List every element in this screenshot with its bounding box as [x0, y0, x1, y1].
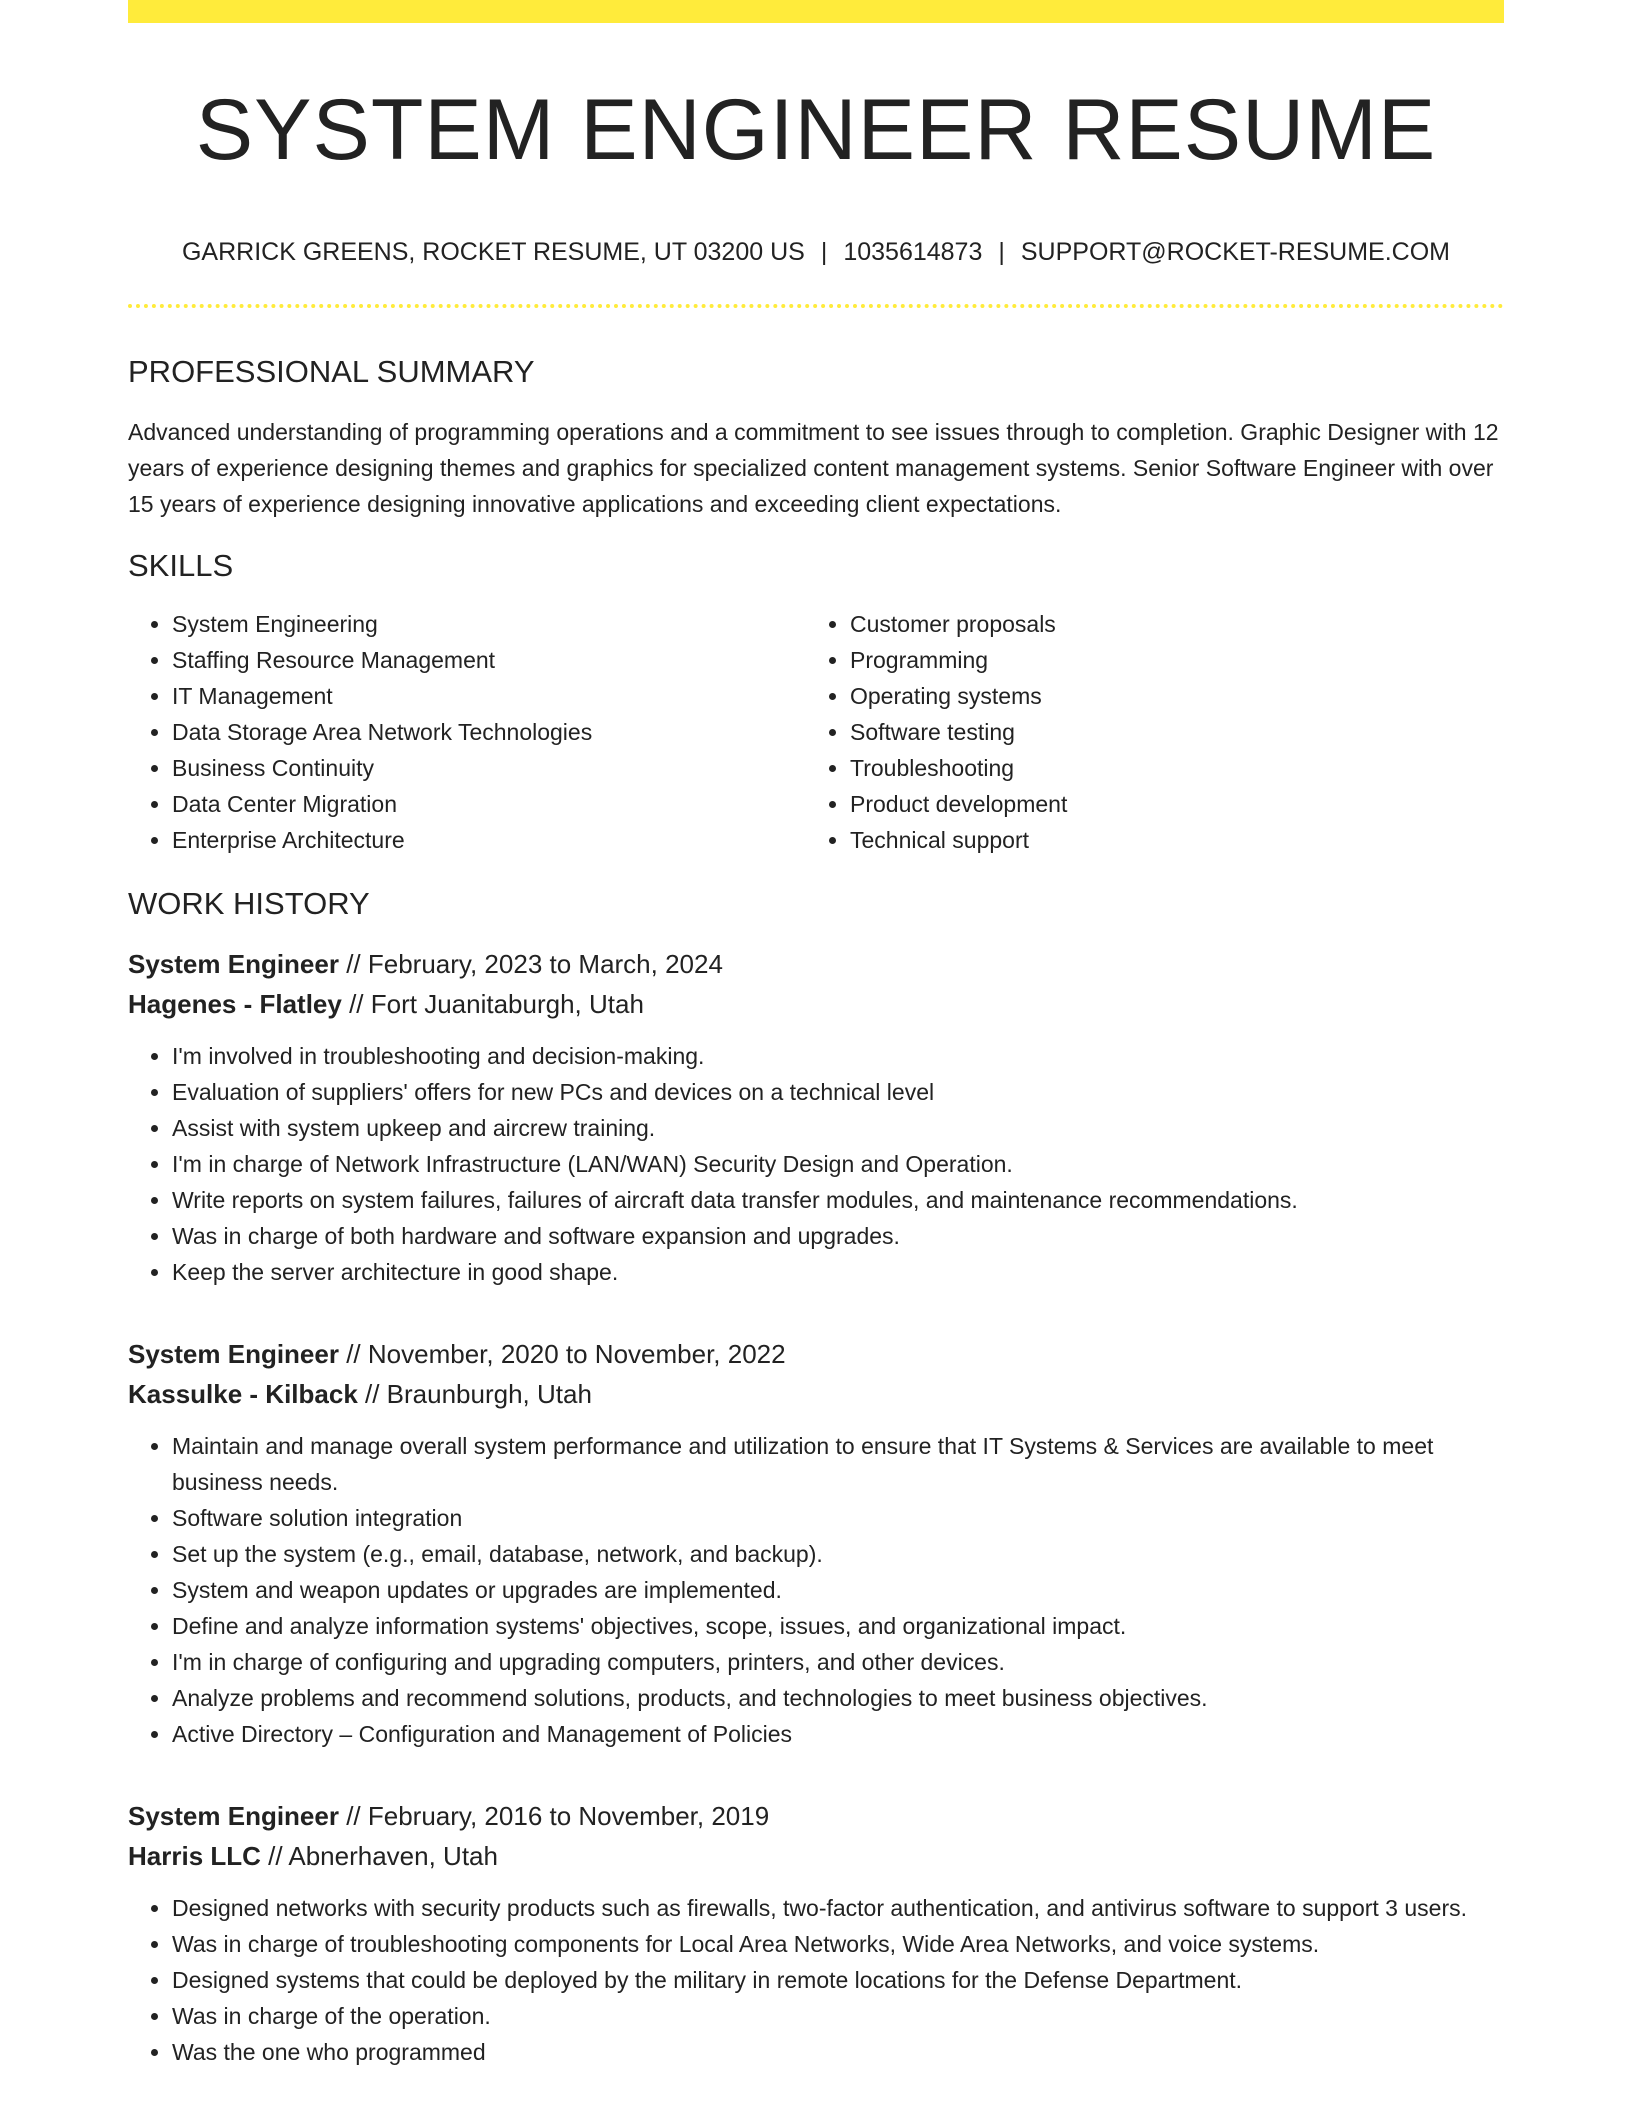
job-bullet: • Was in charge of troubleshooting components for Local Area Networks, Wide Area Networks, and voice systems. — [172, 1926, 1504, 1962]
contact-separator: | — [998, 238, 1005, 266]
job-bullet: • Software solution integration — [172, 1500, 1504, 1536]
job-bullets — [128, 1428, 1504, 1752]
job-role-line — [128, 1334, 1504, 1374]
job-dates: // February, 2016 to November, 2019 — [338, 1801, 770, 1831]
job-role: System Engineer — [128, 949, 339, 979]
job-entry — [128, 1796, 1504, 2070]
skill-item: • Product development — [850, 786, 1484, 822]
job-bullet: • I'm in charge of configuring and upgrading computers, printers, and other devices. — [172, 1644, 1504, 1680]
job-bullet: • Maintain and manage overall system performance and utilization to ensure that IT Systems & Services are available to meet business needs. — [172, 1428, 1504, 1500]
skill-item: • Programming — [850, 642, 1484, 678]
job-company: Harris LLC — [128, 1841, 261, 1871]
job-company-line — [128, 984, 1504, 1024]
job-bullets — [128, 1890, 1504, 2070]
job-bullet: • Assist with system upkeep and aircrew training. — [172, 1110, 1504, 1146]
skills-columns — [128, 606, 1504, 858]
contact-email: SUPPORT@ROCKET-RESUME.COM — [1020, 238, 1451, 266]
job-bullet: • Designed systems that could be deployed by the military in remote locations for the Defense Department. — [172, 1962, 1504, 1998]
dotted-divider — [128, 304, 1504, 308]
job-bullet: • Designed networks with security products such as firewalls, two-factor authentication, and antivirus software to support 3 users. — [172, 1890, 1504, 1926]
job-company: Hagenes - Flatley — [128, 989, 342, 1019]
skill-item: • Technical support — [850, 822, 1484, 858]
job-bullet: • Define and analyze information systems' objectives, scope, issues, and organizational impact. — [172, 1608, 1504, 1644]
skill-item: • Troubleshooting — [850, 750, 1484, 786]
skill-item: • System Engineering — [172, 606, 806, 642]
job-bullet: • Evaluation of suppliers' offers for new PCs and devices on a technical level — [172, 1074, 1504, 1110]
job-bullets — [128, 1038, 1504, 1290]
job-dates: // February, 2023 to March, 2024 — [338, 949, 723, 979]
summary-text: Advanced understanding of programming operations and a commitment to see issues through to completion. Graphic Designer with 12 years of experience designing themes and graphics for specialized content management systems. Senior Software Engineer with over 15 years of experience designing innovative applications and exceeding client expectations. — [128, 419, 1499, 517]
resume-page — [128, 0, 1504, 2070]
work-history-heading: WORK HISTORY — [128, 886, 370, 921]
job-role-line — [128, 944, 1504, 984]
job-company: Kassulke - Kilback — [128, 1379, 358, 1409]
job-role-line — [128, 1796, 1504, 1836]
contact-line — [128, 237, 1504, 267]
skill-item: • Business Continuity — [172, 750, 806, 786]
skill-item: • Enterprise Architecture — [172, 822, 806, 858]
page-title: SYSTEM ENGINEER RESUME — [195, 82, 1437, 178]
job-bullet: • System and weapon updates or upgrades are implemented. — [172, 1572, 1504, 1608]
skill-item: • Data Storage Area Network Technologies — [172, 714, 806, 750]
skill-item: • Data Center Migration — [172, 786, 806, 822]
job-location: // Braunburgh, Utah — [357, 1379, 592, 1409]
skills-list-left — [128, 606, 806, 858]
top-accent-bar — [128, 0, 1504, 23]
skill-item: • IT Management — [172, 678, 806, 714]
job-bullet: • Was in charge of both hardware and software expansion and upgrades. — [172, 1218, 1504, 1254]
skill-item: • Staffing Resource Management — [172, 642, 806, 678]
job-entry — [128, 944, 1504, 1290]
job-entry — [128, 1334, 1504, 1752]
job-bullet: • Was in charge of the operation. — [172, 1998, 1504, 2034]
job-bullet: • Set up the system (e.g., email, database, network, and backup). — [172, 1536, 1504, 1572]
job-bullet: • Active Directory – Configuration and Management of Policies — [172, 1716, 1504, 1752]
job-bullet: • I'm involved in troubleshooting and decision-making. — [172, 1038, 1504, 1074]
job-role: System Engineer — [128, 1801, 339, 1831]
contact-separator: | — [820, 238, 828, 266]
contact-address: GARRICK GREENS, ROCKET RESUME, UT 03200 US — [181, 238, 805, 266]
skills-heading: SKILLS — [128, 548, 234, 583]
job-dates: // November, 2020 to November, 2022 — [338, 1339, 786, 1369]
skill-item: • Customer proposals — [850, 606, 1484, 642]
skills-list-right — [806, 606, 1484, 858]
job-role: System Engineer — [128, 1339, 339, 1369]
contact-phone: 1035614873 — [843, 238, 983, 266]
summary-heading: PROFESSIONAL SUMMARY — [128, 354, 535, 389]
job-bullet: • Was the one who programmed — [172, 2034, 1504, 2070]
job-bullet: • Analyze problems and recommend solutions, products, and technologies to meet business objectives. — [172, 1680, 1504, 1716]
skill-item: • Operating systems — [850, 678, 1484, 714]
job-company-line — [128, 1836, 1504, 1876]
job-location: // Fort Juanitaburgh, Utah — [341, 989, 644, 1019]
job-bullet: • Write reports on system failures, failures of aircraft data transfer modules, and maintenance recommendations. — [172, 1182, 1504, 1218]
job-location: // Abnerhaven, Utah — [260, 1841, 498, 1871]
job-bullet: • I'm in charge of Network Infrastructure (LAN/WAN) Security Design and Operation. — [172, 1146, 1504, 1182]
job-bullet: • Keep the server architecture in good shape. — [172, 1254, 1504, 1290]
skill-item: • Software testing — [850, 714, 1484, 750]
job-company-line — [128, 1374, 1504, 1414]
